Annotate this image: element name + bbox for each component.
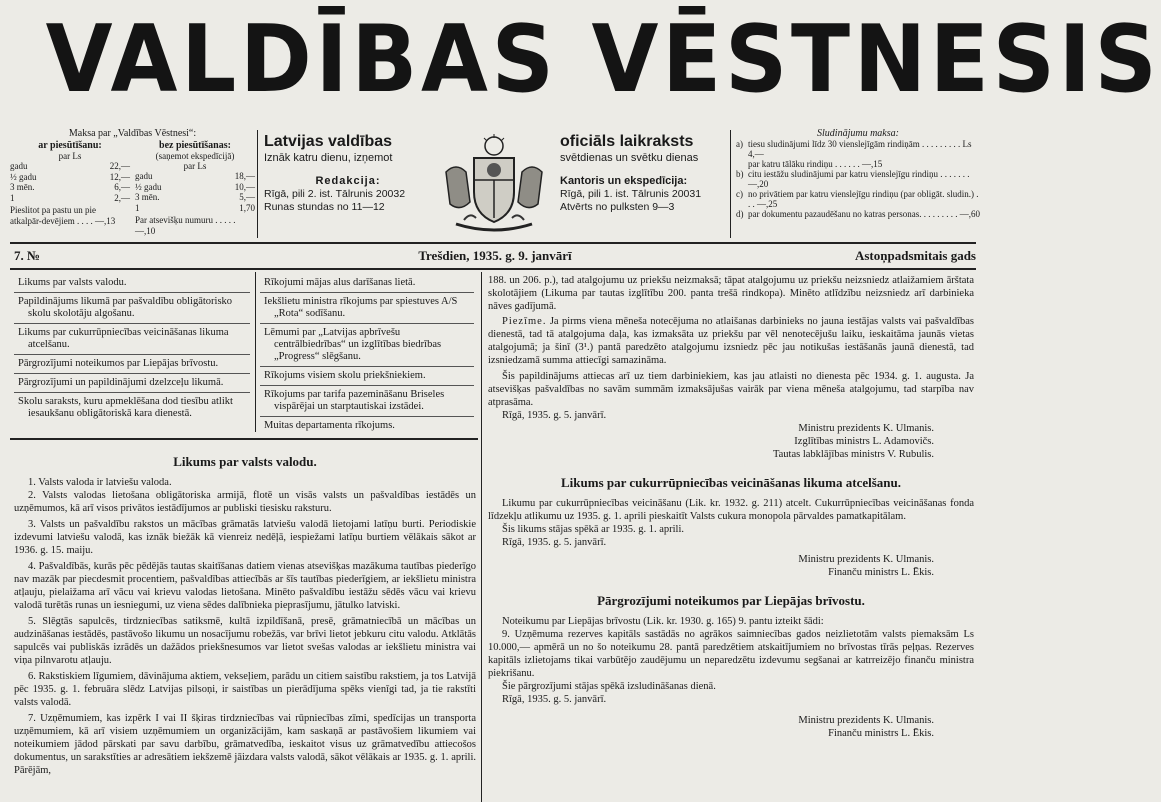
note-paragraph [488,315,974,367]
office-label: Kantoris un ekspedīcija: [560,175,688,187]
price-row: 3 mēn. 5,— [135,192,255,202]
price-row: 1 2,— [10,192,130,203]
signature: Ministru prezidents K. Ulmanis. [798,423,934,434]
contents-item: Rīkojumi mājas alus darīšanas lietā. [264,277,416,288]
ad-price-row: d) par dokumentu pazaudēšanu no katras personas. . . . . . . . . —,60 [736,209,980,219]
contents-item: Likums par valsts valodu. [18,277,127,288]
header-divider [730,130,731,238]
contents-item: Likums par cukurrūpniecības veicināšanas likuma atcelšanu. [14,323,250,354]
contents-item: Rīkojums visiem skolu priekšniekiem. [260,366,474,385]
prices-with-delivery-head: ar piesūtīšanu: [38,140,102,151]
article-title: Likums par valsts valodu. [173,454,317,469]
right-column [488,274,974,802]
contents-item: Skolu saraksts, kuru apmeklēšana dod tiesību atlikt iesaukšanu obligātoriskā kara dienestā. [14,392,250,423]
prices-unit-header: par Ls [58,151,82,161]
contents-item: Lēmumi par „Latvijas apbrīvešu centrālbiedrības“ un izglītības biedrības „Progress“ slēgšanu. [260,323,474,366]
signature: Ministru prezidents K. Ulmanis. [798,715,934,726]
coat-of-arms-emblem [436,132,552,236]
ad-price-row: c) no privātiem par katru vienslejīgu rindiņu (par obligāt. sludin.) . . . —,25 [736,189,979,209]
paragraph: 188. un 206. p.), tad atalgojumu uz priekšu neizmaksā; tāpat atalgojumu uz priekšu neizsniedz atlaižamiem ārštata skolotājiem (Likuma par tautas izglītību 200. panta trešā rindkopa). Minēto atlīdzību neizsniedz arī darbinieka nāves gadījumā. [488,275,974,312]
issue-date: Trešdien, 1935. g. 9. janvārī [418,248,572,263]
ad-price-row: par katru tālāku rindiņu . . . . . . —,15 [748,159,883,169]
signature: Finanču ministrs L. Ēkis. [828,567,934,578]
post-price-note: Pieslitot pa pastu un pie atkalpār-devējiem . . . . —,13 [10,205,116,226]
price-row: gadu 18,— [135,171,255,181]
price-row: ½ gadu 12,— [10,171,130,182]
signature: Tautas labklājības ministrs V. Rubulis. [772,449,934,460]
paragraph: Noteikumu par Liepājas brīvostu (Lik. kr. 1930. g. 165) 9. pantu izteikt šādi: [502,616,824,627]
advertising-prices [736,128,980,219]
contents-item: Rīkojums par tarifa pazemināšanu Briseles vispārējai un starptautiskai izstādei. [260,385,474,416]
contents-bottom-rule [10,438,478,440]
paragraph: 3. Valsts un pašvaldību rakstos un mācības grāmatās latviešu valodā lietojami latīņu burti. Periodiskie izdevumi latviešu valodā, kas iznāk biežāk kā vienreiz nedēļā, iespiežami latīņu burtiem vēlākais sākot ar 1936. g. 15. maiju. [14,519,476,556]
column-divider [481,272,482,802]
contents-column-1 [14,274,250,423]
place-date: Rīgā, 1935. g. 5. janvārī. [502,537,607,548]
prices-with-delivery [10,140,130,227]
contents-item: Papildinājums likumā par pašvaldību obligātorisko skolu skolotāju algošanu. [14,292,250,323]
ad-price-row: b) citu iestāžu sludinājumi par katru vienslejīgu rindiņu . . . . . . . —,20 [736,169,970,189]
header-divider [257,130,258,238]
editorial-address: Rīgā, pili 2. ist. Tālrunis 20032 [264,188,406,200]
place-date: Rīgā, 1935. g. 5. janvārī. [502,694,607,705]
paragraph: 7. Uzņēmumiem, kas izpērk I vai II šķiras tirdzniecības vai rūpniecības zīmi, spedīcijas un transporta uzņēmumiem, kā arī visiem uzņēmumiem un organizācijām, kam saskaņā ar pastāvošiem likumiem vai noteikumiem jādod pārskati par savu darbību, grāmatvedība, ieskaitot visus uz grāmatvedību attiecošos dokumentus, un sarakstīties ar adresātiem iekšzemē jāizdara valsts valodā, sākot vēlākais ar 1935. g. 1. aprili. Pārējām, [14,713,476,776]
issue-number: 7. № [14,248,41,263]
top-rule [10,242,976,244]
header-right-title: oficiāls laikraksts [560,133,694,150]
contents-item: Pārgrozījumi un papildinājumi dzelzceļu likumā. [14,373,250,392]
header-left-title: Latvijas valdības [264,133,393,150]
paragraph: 9. Uzņēmuma rezerves kapitāls sastādās no agrākos saimniecības gados neizlietotām valsts piemaksām Ls 10.000,— apmērā un no šo noteikumu 28. pantā paredzētiem atskaitījumiem no brīvostas tīrās peļņas. Rezerves kapitāls izlietojams tikai varbūtējo zaudējumu un neparedzētu izdevumu segšanai ar katrreizējo finanču ministra piekrišanu. [488,629,974,679]
paragraph: Šis papildinājums attiecas arī uz tiem darbiniekiem, kas jau atlaisti no dienesta pēc 1934. g. 1. augusta. Ja atsevišķas pašvaldības no savām summām izmaksājušas vairāk par viena mēneša atalgojumu, tad starpība nav atprasāma. [488,371,974,408]
editorial-label: Redakcija: [315,175,381,187]
prices-without-delivery-sub: (saņemot ekspedīcijā) [155,151,235,161]
price-row: 1 1,70 [135,202,255,213]
subscription-prices [10,128,255,236]
paragraph: 4. Pašvaldībās, kurās pēc pēdējās tautas skaitīšanas datiem vienas atsevišķas mazākuma tautības piederīgo nav mazāk par piecdesmit procentiem, pašvaldības attiecībās ar šīs tautības piederīgiem, ar iekšlietu ministra atļauju, pielaižama arī vācu vai krievu valodas lietošana. Minēto pašvaldību iestāžu sēdēs vācu vai krievu valodā turētās runas un iesniegumi, uz viena sēdes dalībnieka pieprasījumu, jātulko latviski. [14,561,476,611]
office-info [560,132,726,213]
paragraph: 1. Valsts valoda ir latviešu valoda. [28,477,172,488]
contents-item: Iekšlietu ministra rīkojums par spiestuves A/S „Rota“ sodīšanu. [260,292,474,323]
prices-unit-header: par Ls [183,161,207,171]
contents-item: Pārgrozījumi noteikumos par Liepājas brīvostu. [14,354,250,373]
signature: Ministru prezidents K. Ulmanis. [798,554,934,565]
header-left-subtitle: Iznāk katru dienu, izņemot [264,152,393,164]
editorial-hours: Runas stundas no 11—12 [264,200,385,213]
price-row: 3 mēn. 6,— [10,182,130,192]
paragraph: Likumu par cukurrūpniecības veicināšanu (Lik. kr. 1932. g. 211) atcelt. Cukurrūpniecības veicināšanas fonda līdzekļu atlikumu uz 1935. g. 1. aprili pieskaitīt Valsts cukura monopola pārvaldes pamatkapitālam. [488,498,974,522]
prices-without-delivery [135,140,255,237]
single-issue-price: Par atsevišķu numuru . . . . . —,10 [135,215,236,236]
paragraph: Šie pārgrozījumi stājas spēkā izsludināšanas dienā. [502,681,716,692]
office-hours: Atvērts no pulksten 9—3 [560,200,675,213]
paragraph: 5. Slēgtās sapulcēs, tirdzniecības satiksmē, kultā izpildīšanā, presē, grāmatniecībā un mācības un audzināšanas iestādēs, pastāvošo likumu un nosacījumu robežās, var brīvi lietot jebkuru citu valodu. Atklātās sapulcēs vai publiskās izrādēs un dažādos priekšnesumos var lietot svešas valodas ar iekšlietu ministra vai viņa pilnvarotu atļauju. [14,616,476,666]
contents-column-2 [260,274,474,435]
note-label: Piezīme. [502,316,547,327]
price-row: ½ gadu 10,— [135,181,255,192]
signature: Finanču ministrs L. Ēkis. [828,728,934,739]
prices-without-delivery-head: bez piesūtīšanas: [159,140,231,151]
prices-title: Maksa par „Valdības Vēstnesi“: [68,128,197,139]
ads-title: Sludinājumu maksa: [817,128,899,139]
office-address: Rīgā, pili 1. ist. Tālrunis 20031 [560,188,702,200]
ad-price-row: a) tiesu sludinājumi līdz 30 vienslejīgām rindiņām . . . . . . . . . Ls 4,— [736,139,972,159]
signature: Izglītības ministrs L. Adamovičs. [794,436,934,447]
contents-divider [255,272,256,432]
volume-year: Astoņpadsmitais gads [854,248,976,263]
price-row: gadu 22,— [10,161,130,171]
publisher-info [264,132,432,213]
paragraph: 6. Rakstiskiem līgumiem, dāvinājuma aktiem, vekseļiem, parādu un citiem saistību rakstiem, ja tos Latvijā pēc 1935. g. 1. februāra slēdz Latvijas pilsoņi, ir saistības un pierādījuma spēks vienīgi tad, ja tie rakstīti valsts valodā. [14,671,476,708]
paragraph: Šis likums stājas spēkā ar 1935. g. 1. aprili. [502,524,684,535]
dateline-rule [10,268,976,270]
place-date: Rīgā, 1935. g. 5. janvārī. [502,410,607,421]
header-right-subtitle: svētdienas un svētku dienas [560,152,699,164]
paragraph: 2. Valsts valodas lietošana obligātoriska armijā, flotē un visās valsts un pašvaldības iestādēs un uzņēmumos, kā arī visos privātos iestādījumos ar publiski tiesisku raksturu. [14,490,476,514]
masthead-title: VALDĪBAS VĒSTNESIS [45,5,1161,113]
note-text: Ja pirms viena mēneša notecējuma no atlaišanas darbinieks no jauna iestājas valsts vai pašvaldības dienestā, tad tā atalgojuma daļa, kas izmaksāta uz priekšu par vēl nenotecējušu laiku, ieskaitāma jaunās vietas atalgojumā; ja šinī (3¹.) pantā paredzēto atalgojumu izsniedz pēc jau notikušas iestāšanās jaunā dienestā, tad izsniedzamā summa attiecīgi samazināma. [488,316,975,366]
article-title: Likums par cukurrūpniecības veicināšanas likuma atcelšanu. [561,475,901,490]
article-language-law [14,450,476,802]
article-title: Pārgrozījumi noteikumos par Liepājas brīvostu. [597,593,865,608]
contents-item: Muitas departamenta rīkojums. [260,416,474,435]
